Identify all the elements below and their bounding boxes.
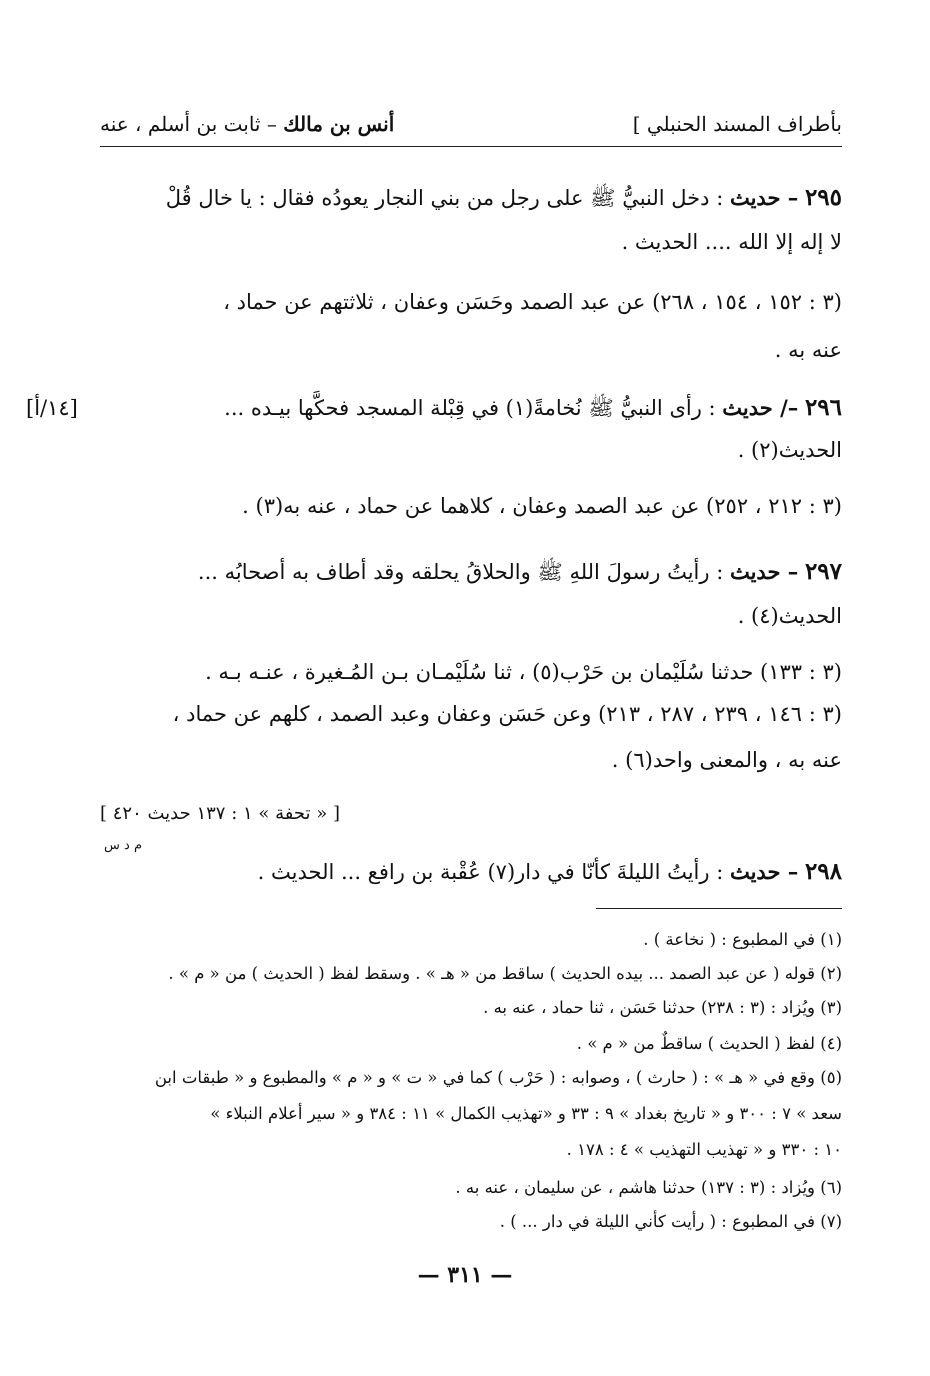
hadith-text: : رأيتُ رسولَ اللهِ ﷺ والحلاقُ يحلقه وقد أطاف به أصحابُه ... [197, 560, 724, 584]
hadith-keyword: – حديث [729, 559, 799, 584]
footnote-separator [596, 908, 842, 909]
hadith-number: ٢٩٧ [804, 558, 842, 585]
hadith-297-source-3: عنه به ، والمعنى واحد(٦) . [611, 748, 842, 772]
hadith-296-source-1: (٣ : ٢١٢ ، ٢٥٢) عن عبد الصمد وعفان ، كلاهما عن حماد ، عنه به(٣) . [242, 494, 842, 518]
tuhfa-reference: [ « تحفة » ١ : ١٣٧ حديث ٤٢٠ ] [100, 803, 340, 824]
running-header [100, 112, 842, 148]
header-narrator: – ثابت بن أسلم ، عنه [100, 112, 277, 136]
footnote-5-line-2: سعد » ٧ : ٣٠٠ و « تاريخ بغداد » ٩ : ٣٣ و «تهذيب الكمال » ١١ : ٣٨٤ و « سير أعلام النبلاء » [210, 1104, 842, 1123]
hadith-295-source-2: عنه به . [774, 338, 842, 362]
footnote-4: (٤) لفظ ( الحديث ) ساقطٌ من « م » . [576, 1034, 842, 1053]
hadith-keyword: –/ حديث [722, 395, 799, 420]
header-rule [100, 146, 842, 147]
footnote-1: (١) في المطبوع : ( نخاعة ) . [643, 930, 842, 949]
hadith-296-line-1 [100, 396, 842, 419]
hadith-text: : دخل النبيُّ ﷺ على رجل من بني النجار يعودُه فقال : يا خال قُلْ [165, 186, 724, 210]
footnote-6: (٦) ويُزاد : (٣ : ١٣٧) حدثنا هاشم ، عن سليمان ، عنه به . [455, 1178, 842, 1197]
manuscript-folio-marker: [١٤/أ] [26, 396, 78, 420]
collection-sigla: م د س [104, 838, 142, 853]
footnote-7: (٧) في المطبوع : ( رأيت كأني الليلة في دار ... ) . [499, 1212, 842, 1231]
footnote-2: (٢) قوله ( عن عبد الصمد ... بيده الحديث ) ساقط من « هـ » . وسقط لفظ ( الحديث ) من « م » . [168, 964, 842, 983]
footnote-5-line-3: ١٠ : ٣٣٠ و « تهذيب التهذيب » ٤ : ١٧٨ . [566, 1140, 842, 1159]
hadith-keyword: – حديث [729, 185, 799, 210]
header-book-title: بأطراف المسند الحنبلي ] [632, 112, 842, 136]
hadith-297-source-1: (٣ : ١٣٣) حدثنا سُلَيْمان بن حَرْب(٥) ، ثنا سُلَيْمـان بـن المُـغيرة ، عنـه بـه . [205, 660, 842, 684]
hadith-text: : رأى النبيُّ ﷺ نُخامةً(١) في قِبْلة المسجد فحكَّها بيـده ... [224, 396, 716, 420]
hadith-296-line-2: الحديث(٢) . [737, 438, 842, 462]
page-number: — ٣١١ — [417, 1262, 513, 1288]
header-companion-name: أنس بن مالك [283, 112, 395, 136]
hadith-number: ٢٩٥ [804, 184, 842, 211]
hadith-297-source-2: (٣ : ١٤٦ ، ٢٣٩ ، ٢٨٧ ، ٢١٣) وعن حَسَن وعفان وعبد الصمد ، كلهم عن حماد ، [172, 702, 842, 726]
hadith-297-line-2: الحديث(٤) . [737, 604, 842, 628]
footnote-5-line-1: (٥) وقع في « هـ » : ( حارث ) ، وصوابه : ( حَرْب ) كما في « ت » و « م » والمطبوع و « طبقات ابن [154, 1068, 842, 1087]
hadith-295-line-1 [100, 186, 842, 209]
hadith-number: ٢٩٦ [804, 394, 842, 421]
hadith-297-line-1 [100, 560, 842, 583]
hadith-number: ٢٩٨ [804, 858, 842, 885]
hadith-keyword: – حديث [729, 859, 799, 884]
hadith-295-source-1: (٣ : ١٥٢ ، ١٥٤ ، ٢٦٨) عن عبد الصمد وحَسَن وعفان ، ثلاثتهم عن حماد ، [223, 290, 842, 314]
hadith-text: : رأيتُ الليلةَ كأنّا في دار(٧) عُقْبة بن رافع ... الحديث . [257, 860, 724, 884]
footnote-3: (٣) ويُزاد : (٣ : ٢٣٨) حدثنا حَسَن ، ثنا حماد ، عنه به . [483, 998, 842, 1017]
hadith-295-line-2: لا إله إلا الله .... الحديث . [621, 230, 842, 254]
hadith-298-line-1 [100, 860, 842, 883]
header-chapter [100, 112, 394, 136]
